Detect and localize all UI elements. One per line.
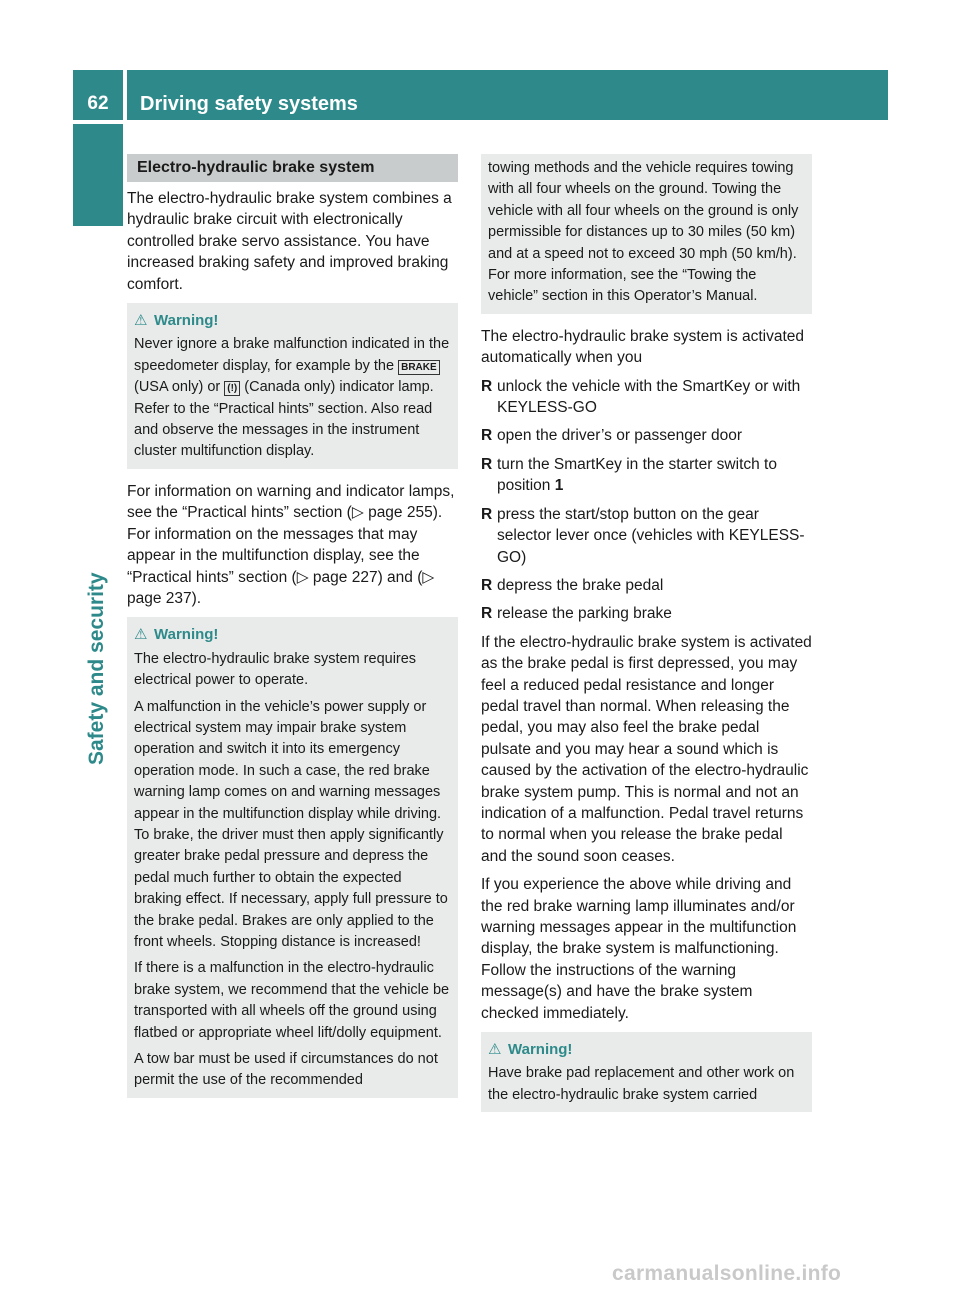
- watermark: carmanualsonline.info: [612, 1262, 842, 1285]
- warning-paragraph: A tow bar must be used if circumstances do not permit the use of the recommended: [134, 1051, 438, 1089]
- warning-paragraph: The electro-hydraulic brake system requires electrical power to operate.: [134, 650, 417, 689]
- warning-text: Have brake pad replacement and other work on the electro-hydraulic brake system carried: [488, 1065, 795, 1103]
- section-title: Driving safety systems: [127, 70, 888, 120]
- warning-text-b: (USA only) or: [134, 379, 221, 396]
- list-item-text: open the driver’s or passenger door: [497, 427, 742, 445]
- body-paragraph: If you experience the above while driving and the red brake warning lamp illuminates and/or warning messages appear in the multifunction display, the brake system is malfunctioning. Follow the instructions of the warning message(s) and have the brake system checked immediately.: [481, 876, 797, 1022]
- warning-title: [134, 310, 451, 331]
- bullet-mark: R: [481, 576, 493, 594]
- page-header: [73, 70, 888, 120]
- right-column: [481, 154, 812, 1124]
- list-item: [481, 376, 812, 419]
- warning-title-text: Warning!: [154, 312, 219, 330]
- warning-title: [134, 624, 451, 645]
- bullet-mark: R: [481, 455, 493, 473]
- warning-title-text: Warning!: [154, 626, 219, 644]
- subsection-heading: Electro-hydraulic brake system: [127, 154, 458, 182]
- info-paragraph: For information on warning and indicator lamps, see the “Practical hints” section (▷ page 255). For information on the messages that may appear in the multifunction display, see the “Practical hints” section (▷ page 227) and (▷ page 237).: [127, 482, 455, 607]
- warning-title: [488, 1039, 805, 1060]
- warning-text-c: (Canada only) indicator lamp. Refer to the “Practical hints” section. Also read and observe the messages in the instrument cluster multifunction display.: [134, 379, 434, 460]
- warning-text-a: Never ignore a brake malfunction indicated in the speedometer display, for example by the: [134, 336, 450, 374]
- brake-indicator-icon: BRAKE: [398, 360, 440, 375]
- warning-triangle-icon: ⚠: [134, 312, 148, 330]
- warning-box-1: [127, 303, 458, 469]
- warning-box-2: [127, 617, 458, 1098]
- side-chapter-text: Safety and security: [85, 572, 108, 765]
- side-chapter-label: [85, 495, 115, 765]
- list-item-text: turn the SmartKey in the starter switch to position: [497, 455, 777, 495]
- body-paragraph: If the electro-hydraulic brake system is activated as the brake pedal is first depressed, you may feel a reduced pedal resistance and longer pedal travel than normal. When releasing the pedal, you may also feel the brake pedal pulsate and you may hear a sound which is caused by the activation of the electro-hydraulic brake system pump. This is normal and not an indication of a malfunction. Pedal travel returns to normal when you release the brake pedal and the sound soon ceases.: [481, 633, 812, 865]
- warning-title-text: Warning!: [508, 1041, 573, 1059]
- bullet-mark: R: [481, 427, 493, 445]
- warning-paragraph: If there is a malfunction in the electro-hydraulic brake system, we recommend that the vehicle be transported with all wheels off the ground using flatbed or appropriate wheel lift/dolly equipment.: [134, 960, 450, 1041]
- warning-continued-text: towing methods and the vehicle requires towing with all four wheels on the ground. Towing the vehicle with all four wheels on the ground is only permissible for distances up to 30 miles (50 km) and at a speed not to exceed 30 mph (50 km/h). For more information, see the “Towing the vehicle” section in this Operator’s Manual.: [488, 160, 799, 305]
- activation-intro: The electro-hydraulic brake system is activated automatically when you: [481, 327, 805, 367]
- activation-list: [481, 376, 812, 625]
- bullet-mark: R: [481, 505, 493, 523]
- warning-paragraph: A malfunction in the vehicle’s power supply or electrical system may impair brake system operation and switch it into its emergency operation mode. In such a case, the red brake warning lamp comes on and warning messages appear in the multifunction display while driving. To brake, the driver must then apply significantly greater brake pedal pressure and depress the pedal much further to obtain the expected braking effect. If necessary, apply full pressure to the brake pedal. Brakes are only applied to the front wheels. Stopping distance is increased!: [134, 698, 448, 950]
- page-number: 62: [73, 70, 123, 120]
- intro-paragraph: The electro-hydraulic brake system combines a hydraulic brake circuit with electronically controlled brake servo assistance. You have increased braking safety and improved braking comfort.: [127, 190, 452, 293]
- list-item: [481, 504, 812, 568]
- warning-triangle-icon: ⚠: [134, 626, 148, 644]
- list-item: [481, 603, 812, 624]
- position-value: 1: [554, 477, 564, 495]
- left-column: [127, 154, 458, 1110]
- list-item: [481, 425, 812, 446]
- warning-triangle-icon: ⚠: [488, 1041, 502, 1059]
- list-item-text: release the parking brake: [497, 605, 672, 623]
- list-item-text: unlock the vehicle with the SmartKey or with KEYLESS-GO: [497, 377, 801, 417]
- list-item: [481, 575, 812, 596]
- warning-box-3: [481, 1032, 812, 1112]
- bullet-mark: R: [481, 605, 493, 623]
- list-item: [481, 454, 812, 497]
- list-item-text: depress the brake pedal: [497, 576, 664, 594]
- warning-box-continued: [481, 154, 812, 314]
- side-tab-marker: [73, 124, 123, 226]
- warning-text: [134, 334, 451, 462]
- bullet-mark: R: [481, 377, 493, 395]
- brake-circle-indicator-icon: (!): [224, 381, 240, 396]
- list-item-text: press the start/stop button on the gear selector lever once (vehicles with KEYLESS-GO): [497, 505, 805, 566]
